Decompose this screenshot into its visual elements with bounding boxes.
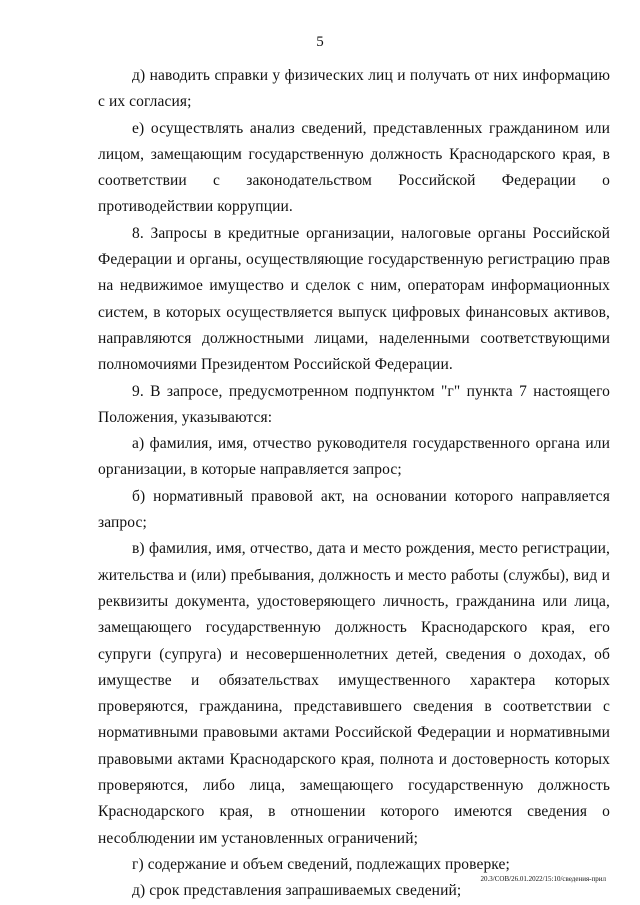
- paragraph-g-scope: г) содержание и объем сведений, подлежащих проверке;: [132, 855, 510, 873]
- paragraph-8-requests: 8. Запросы в кредитные организации, налоговые органы Российской Федерации и органы, осуществляющие государственную регистрацию прав на недвижимое имущество и сделок с ним, операторам информационных систем, в которых осуществляется выпуск цифровых финансовых активов, направляются должностными лицами, наделенными соответствующими полномочиями Президентом Российской Федерации.: [98, 224, 610, 374]
- paragraph-d-deadline: д) срок представления запрашиваемых сведений;: [132, 882, 462, 900]
- paragraph-b-legal-act: б) нормативный правовой акт, на основании которого направляется запрос;: [98, 487, 610, 532]
- paragraph-a-head-name: а) фамилия, имя, отчество руководителя государственного органа или организации, в которые направляется запрос;: [98, 435, 610, 479]
- page-number: 5: [316, 34, 324, 50]
- paragraph-d-inquiries: д) наводить справки у физических лиц и получать от них информацию с их согласия;: [98, 67, 610, 111]
- document-body: [98, 63, 610, 905]
- footer-document-code: 20.3/СОВ/26.01.2022/15:10/сведения-прил: [480, 875, 606, 883]
- paragraph-9-request-contents: 9. В запросе, предусмотренном подпунктом "г" пункта 7 настоящего Положения, указываются:: [98, 382, 610, 426]
- paragraph-e-analysis: е) осуществлять анализ сведений, представленных гражданином или лицом, замещающим государственную должность Краснодарского края, в соответствии с законодательством Российской Федерации о противодействии коррупции.: [98, 119, 610, 216]
- paragraph-v-person-details: в) фамилия, имя, отчество, дата и место рождения, место регистрации, жительства и (или) пребывания, должность и место работы (службы), вид и реквизиты документа, удостоверяющего личность, гражданина или лица, замещающего государственную должность Краснодарского края, его супруги (супруга) и несовершеннолетних детей, сведения о доходах, об имуществе и обязательствах имущественного характера которых проверяются, гражданина, представившего сведения в соответствии с нормативными правовыми актами Российской Федерации и нормативными правовыми актами Краснодарского края, полнота и достоверность которых проверяются, либо лица, замещающего государственную должность Краснодарского края, в отношении которого имеются сведения о несоблюдении им установленных ограничений;: [98, 540, 610, 847]
